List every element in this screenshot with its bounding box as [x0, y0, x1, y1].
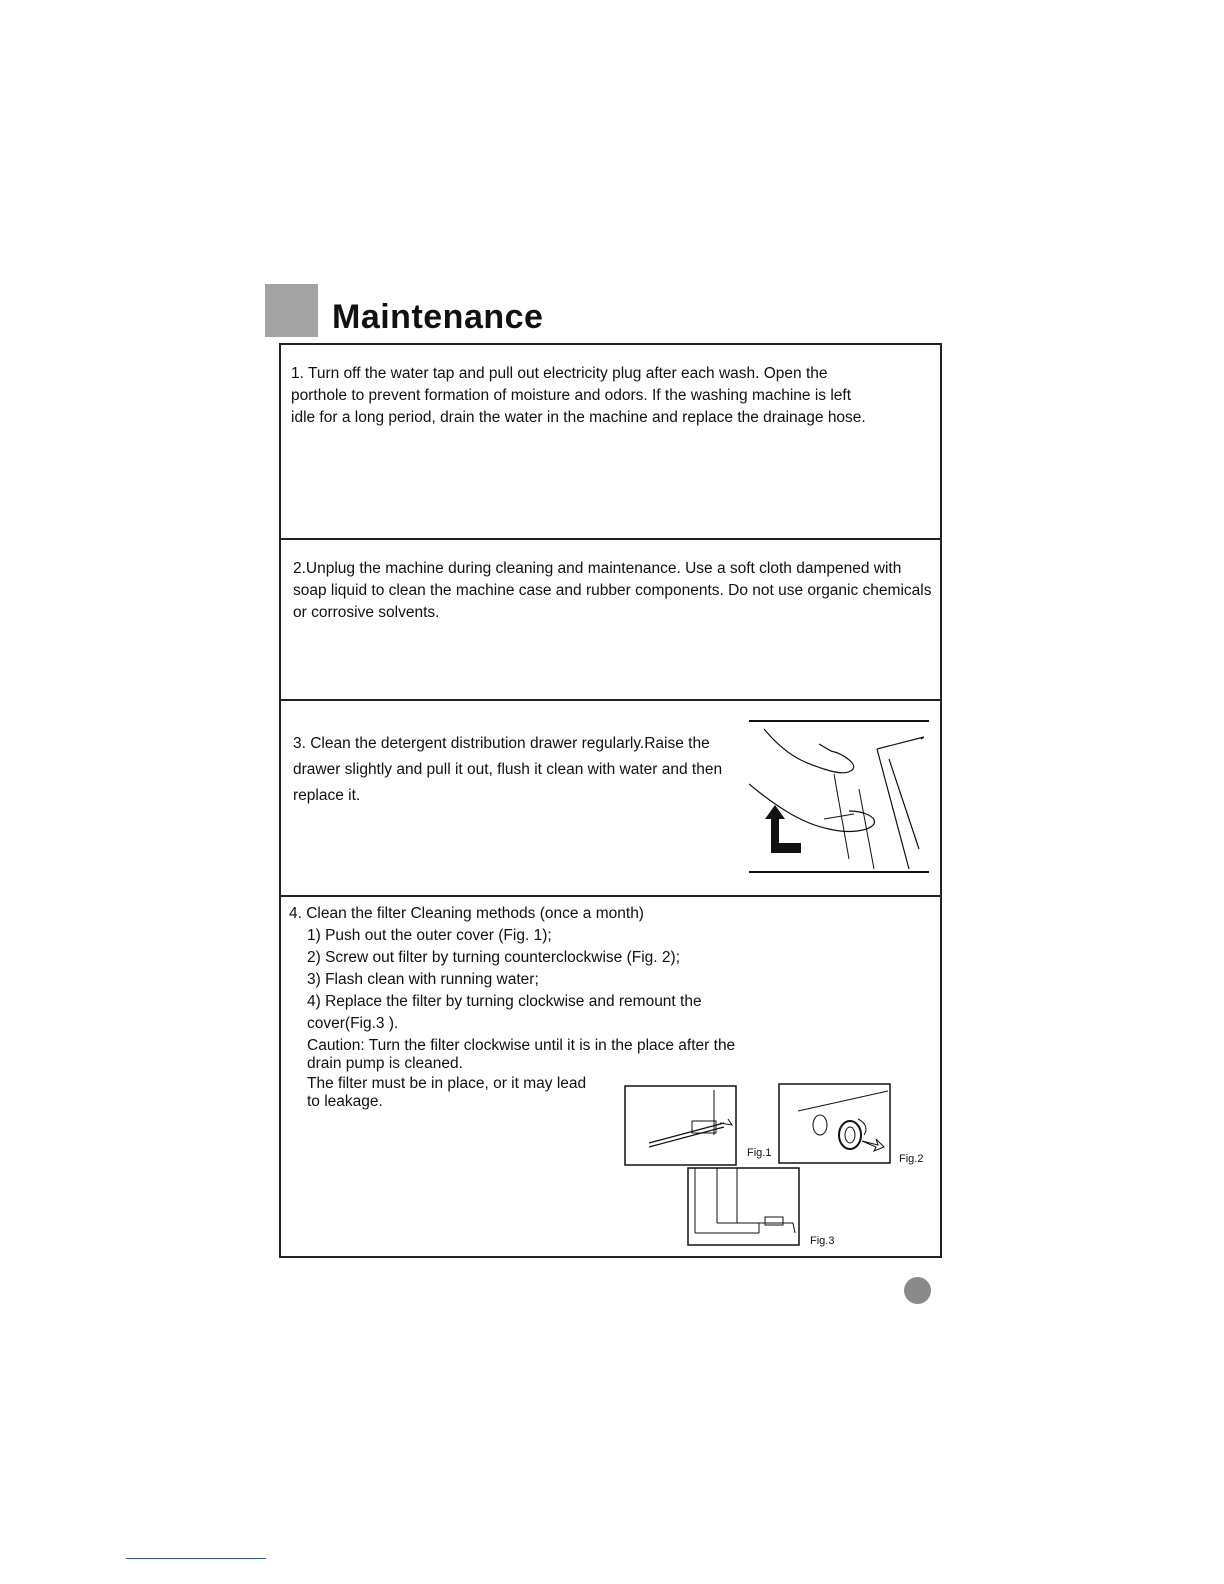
page-title: Maintenance: [332, 298, 544, 336]
page-number-dot: [904, 1277, 931, 1304]
section-4: [281, 897, 940, 1256]
section-3-text: 3. Clean the detergent distribution drawer regularly.Raise the drawer slightly and pull it out, flush it clean with water and then replace it.: [293, 735, 723, 804]
maintenance-frame: [279, 343, 942, 1258]
section-1-text: 1. Turn off the water tap and pull out electricity plug after each wash. Open the porthole to prevent formation of moisture and odors. If the washing machine is left idle for a long period, drain the water in the machine and replace the drainage hose.: [291, 365, 866, 426]
section-1: [281, 345, 940, 540]
filter-caution: Caution: Turn the filter clockwise until it is in the place after the drain pump is cleaned.: [307, 1037, 736, 1072]
drawer-illustration: [749, 719, 929, 875]
footer-rule: [126, 1558, 266, 1559]
filter-step-1: 1) Push out the outer cover (Fig. 1);: [307, 927, 552, 944]
fig-1-label: Fig.1: [747, 1147, 772, 1159]
filter-note: The filter must be in place, or it may lead to leakage.: [307, 1075, 587, 1110]
section-2: [281, 540, 940, 701]
fig-3-label: Fig.3: [810, 1235, 835, 1247]
fig-3-illustration: [687, 1167, 800, 1246]
filter-step-2: 2) Screw out filter by turning counterclockwise (Fig. 2);: [307, 949, 680, 966]
title-square-marker: [265, 284, 318, 337]
section-2-text: 2.Unplug the machine during cleaning and maintenance. Use a soft cloth dampened with soap liquid to clean the machine case and rubber components. Do not use organic chemicals or corrosive solvents.: [293, 560, 932, 621]
section-3: [281, 701, 940, 897]
filter-step-4: 4) Replace the filter by turning clockwise and remount the cover(Fig.3 ).: [307, 993, 702, 1032]
fig-2-illustration: [778, 1083, 891, 1164]
filter-step-3: 3) Flash clean with running water;: [307, 971, 539, 988]
filter-instructions: [289, 903, 759, 1111]
fig-2-label: Fig.2: [899, 1153, 924, 1165]
filter-heading: 4. Clean the filter Cleaning methods (once a month): [289, 905, 644, 922]
fig-1-illustration: [624, 1085, 737, 1166]
